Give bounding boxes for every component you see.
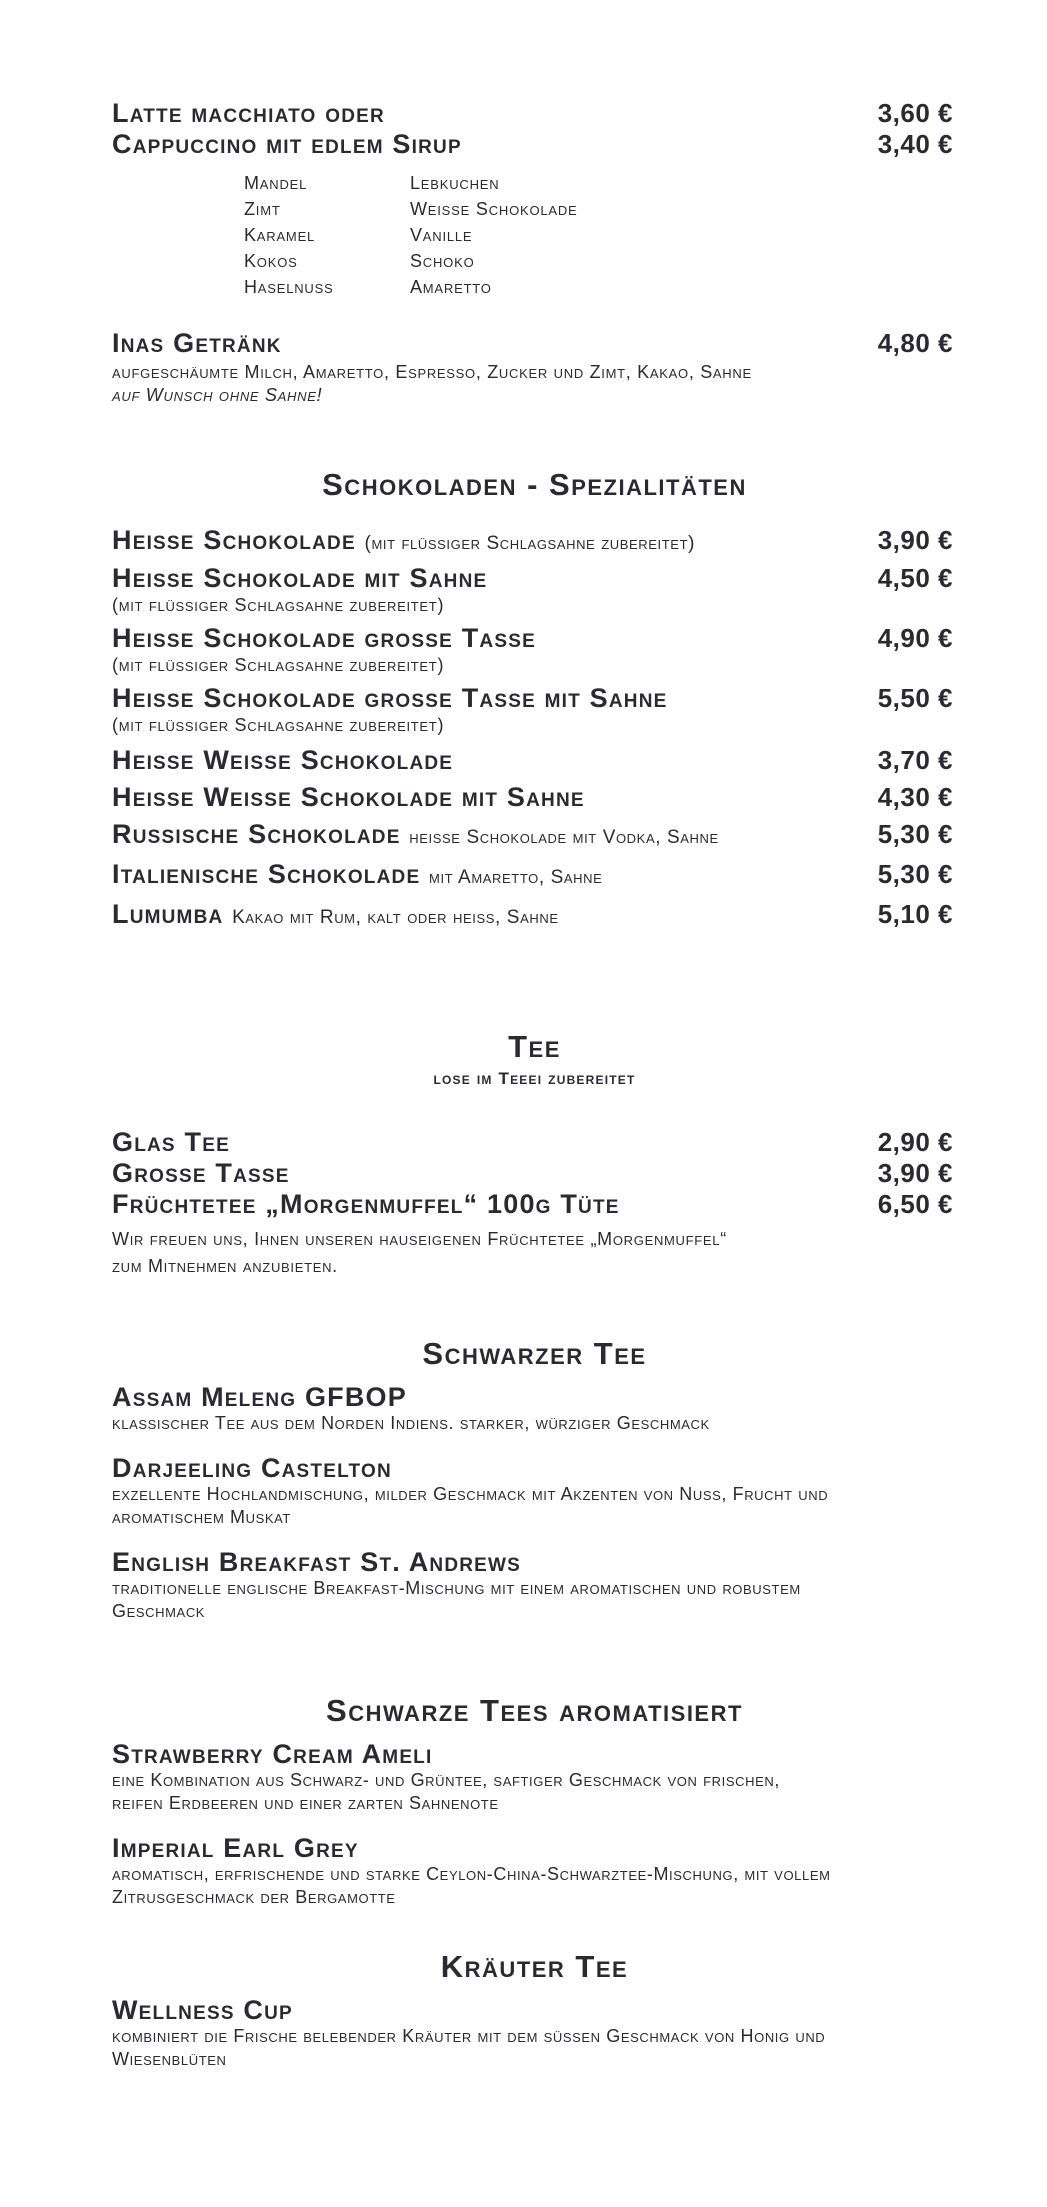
tea-name: Strawberry Cream Ameli [112,1739,433,1769]
section-title: Schokoladen - Spezialitäten [322,467,747,502]
tea-name: English Breakfast St. Andrews [112,1547,522,1577]
item-price: 4,30 € [877,782,953,812]
menu-item [112,1189,957,1220]
item-name: Heisse Weisse Schokolade mit Sahne [112,782,585,812]
flavored-black-tea-section [112,1693,957,1909]
tea-description: kombiniert die Frische belebender Kräuter mit dem süssen Geschmack von Honig und Wiesenblüten [112,2026,826,2069]
black-tea-section [112,1336,957,1623]
item-name: Grosse Tasse [112,1158,290,1188]
item-price: 4,50 € [877,563,953,593]
syrup-option: Kokos [244,251,298,271]
tea-name: Assam Meleng GFBOP [112,1382,407,1412]
syrup-option: Weisse Schokolade [410,199,578,219]
item-inline-note: Kakao mit Rum, kalt oder heiss, Sahne [232,907,559,928]
syrup-option: Haselnuss [244,277,334,297]
menu-item [112,1158,957,1189]
item-price: 6,50 € [877,1189,953,1219]
menu-item [112,1127,957,1158]
tea-entry [112,1995,957,2071]
tea-name: Wellness Cup [112,1995,293,2025]
item-price: 3,90 € [877,1158,953,1188]
syrup-option: Lebkuchen [410,173,500,193]
section-subtitle: lose im Teeei zubereitet [433,1069,636,1088]
menu-item [112,819,957,853]
syrup-list [244,170,957,300]
menu-item [112,782,957,813]
coffee-section [112,98,957,300]
item-price: 3,70 € [877,745,953,775]
item-inline-note: (mit flüssiger Schlagsahne zubereitet) [364,533,696,554]
menu-item [112,623,957,654]
item-price: 5,30 € [877,819,953,849]
item-price: 5,50 € [877,683,953,713]
syrup-option: Mandel [244,173,308,193]
menu-item [112,525,957,559]
tee-section [112,1029,957,1280]
item-subnote: (mit flüssiger Schlagsahne zubereitet) [112,715,445,735]
item-name: Glas Tee [112,1127,230,1157]
item-subnote: (mit flüssiger Schlagsahne zubereitet) [112,595,445,615]
item-inline-note: mit Amaretto, Sahne [429,867,603,888]
item-description: aufgeschäumte Milch, Amaretto, Espresso, Zucker und Zimt, Kakao, Sahne [112,362,752,382]
section-title: Tee [508,1029,561,1064]
tea-description: exzellente Hochlandmischung, milder Geschmack mit Akzenten von Nuss, Frucht und aromatischem Muskat [112,1484,829,1527]
item-inline-note: heisse Schokolade mit Vodka, Sahne [409,827,719,848]
menu-item [112,683,957,714]
tea-entry [112,1547,957,1623]
inas-section [112,328,957,407]
item-name: Heisse Schokolade grosse Tasse [112,623,536,653]
menu-item-inas [112,328,957,359]
syrup-option: Amaretto [410,277,492,297]
menu-item-cappuccino [112,129,957,160]
section-title: Kräuter Tee [440,1949,629,1984]
item-name: Latte macchiato oder [112,98,385,128]
item-price: 5,30 € [877,859,953,889]
item-price: 3,60 € [877,98,953,128]
item-name: Heisse Weisse Schokolade [112,745,454,775]
section-title: Schwarzer Tee [422,1336,647,1371]
item-subnote: (mit flüssiger Schlagsahne zubereitet) [112,655,445,675]
item-name: Heisse Schokolade grosse Tasse mit Sahne [112,683,668,713]
item-price: 4,90 € [877,623,953,653]
item-name: Inas Getränk [112,328,282,358]
tea-entry [112,1453,957,1529]
menu-item [112,859,957,893]
herbal-tea-section [112,1949,957,2071]
syrup-option: Schoko [410,251,475,271]
item-price: 3,40 € [877,129,953,159]
tea-description: aromatisch, erfrischende und starke Ceylon-China-Schwarztee-Mischung, mit vollem Zitrusgeschmack der Bergamotte [112,1864,831,1907]
syrup-option: Vanille [410,225,473,245]
item-description: Wir freuen uns, Ihnen unseren hauseigenen Früchtetee „Morgenmuffel“ [112,1229,727,1249]
item-name: Cappuccino mit edlem Sirup [112,129,462,159]
tea-description: klassischer Tee aus dem Norden Indiens. starker, würziger Geschmack [112,1413,710,1433]
menu-item [112,899,957,933]
item-name: Heisse Schokolade mit Sahne [112,563,488,593]
section-title: Schwarze Tees aromatisiert [326,1693,743,1728]
item-name: Lumumba [112,899,224,929]
tea-name: Darjeeling Castelton [112,1453,392,1483]
item-description: zum Mitnehmen anzubieten. [112,1256,338,1276]
item-name: Russische Schokolade [112,819,401,849]
item-price: 2,90 € [877,1127,953,1157]
tea-description: eine Kombination aus Schwarz- und Grüntee, saftiger Geschmack von frischen, reifen Erdbeeren und einer zarten Sahnenote [112,1770,780,1813]
item-price: 5,10 € [877,899,953,929]
item-name: Früchtetee „Morgenmuffel“ 100g Tüte [112,1189,620,1219]
item-name: Heisse Schokolade [112,525,356,555]
item-name: Italienische Schokolade [112,859,421,889]
tea-entry [112,1382,957,1435]
tea-description: traditionelle englische Breakfast-Mischung mit einem aromatischen und robustem Geschmack [112,1578,801,1621]
menu-page [112,98,957,2071]
menu-item [112,563,957,594]
item-price: 4,80 € [877,328,953,358]
syrup-option: Zimt [244,199,281,219]
menu-item [112,745,957,776]
tea-entry [112,1833,957,1909]
item-note: auf Wunsch ohne Sahne! [112,385,323,405]
chocolate-section [112,467,957,933]
tea-name: Imperial Earl Grey [112,1833,359,1863]
item-price: 3,90 € [877,525,953,555]
menu-item-latte [112,98,957,129]
tea-entry [112,1739,957,1815]
syrup-option: Karamel [244,225,316,245]
